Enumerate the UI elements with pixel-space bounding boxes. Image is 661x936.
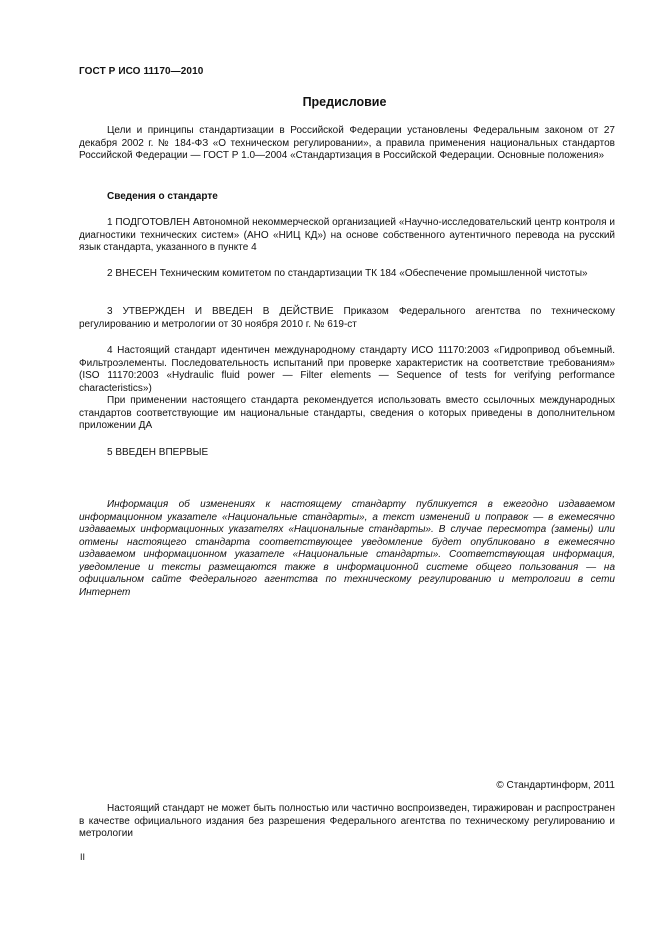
info-section-heading	[79, 191, 615, 204]
page-title: Предисловие	[302, 95, 387, 109]
item-identical-note-text: При применении настоящего стандарта рекомендуется использовать вместо ссылочных международных стандартов соответствующие им национальные стандарты, сведения о которых приведены в дополнительном приложении ДА	[79, 395, 615, 431]
item-introduced	[79, 268, 615, 281]
item-approved	[79, 306, 615, 331]
reproduction-text: Настоящий стандарт не может быть полностью или частично воспроизведен, тиражирован и распространен в качестве официального издания без разрешения Федерального агентства по техническому регулированию и метрологии	[79, 803, 615, 839]
reproduction-paragraph	[79, 803, 615, 841]
item-first-introduced-text: 5 ВВЕДЕН ВПЕРВЫЕ	[107, 447, 209, 458]
info-heading-text: Сведения о стандарте	[107, 191, 218, 202]
intro-text: Цели и принципы стандартизации в Российской Федерации установлены Федеральным законом от 27 декабря 2002 г. № 184-ФЗ «О техническом регулировании», а правила применения национальных стандартов Российской Федерации — ГОСТ Р 1.0—2004 «Стандартизация в Российской Федерации. Основные положения»	[79, 125, 615, 161]
notice-paragraph	[79, 499, 615, 599]
item-first-introduced	[79, 447, 615, 460]
document-id-header: ГОСТ Р ИСО 11170—2010	[79, 66, 204, 77]
item-prepared-text: 1 ПОДГОТОВЛЕН Автономной некоммерческой организацией «Научно-исследовательский центр контроля и диагностики технических систем» (АНО «НИЦ КД») на основе собственного аутентичного перевода на русский язык стандарта, указанного в пункте 4	[79, 217, 615, 253]
item-prepared	[79, 217, 615, 255]
item-introduced-text: 2 ВНЕСЕН Техническим комитетом по стандартизации ТК 184 «Обеспечение промышленной чистоты»	[107, 268, 588, 279]
page-number: II	[80, 852, 86, 862]
copyright-line: © Стандартинформ, 2011	[496, 780, 615, 791]
item-identical-text: 4 Настоящий стандарт идентичен международному стандарту ИСО 11170:2003 «Гидропривод объемный. Фильтроэлементы. Последовательность испытаний при проверке характеристик на соответствие требованиям» (ISO 11170:2003 «Hydraulic fluid power — Filter elements — Sequence of tests for verifying performance characteristics»)	[79, 345, 615, 394]
intro-paragraph	[79, 125, 615, 163]
notice-text: Информация об изменениях к настоящему стандарту публикуется в ежегодно издаваемом информационном указателе «Национальные стандарты», а текст изменений и поправок — в ежемесячно издаваемых информационных указателях «Национальные стандарты». В случае пересмотра (замены) или отмены настоящего стандарта соответствующее уведомление будет опубликовано в ежемесячно издаваемом информационном указателе «Национальные стандарты». Соответствующая информация, уведомление и тексты размещаются также в информационной системе общего пользования — на официальном сайте Федерального агентства по техническому регулированию и метрологии в сети Интернет	[79, 499, 615, 598]
item-approved-text: 3 УТВЕРЖДЕН И ВВЕДЕН В ДЕЙСТВИЕ Приказом Федерального агентства по техническому регулированию и метрологии от 30 ноября 2010 г. № 619-ст	[79, 306, 615, 330]
item-identical	[79, 345, 615, 433]
